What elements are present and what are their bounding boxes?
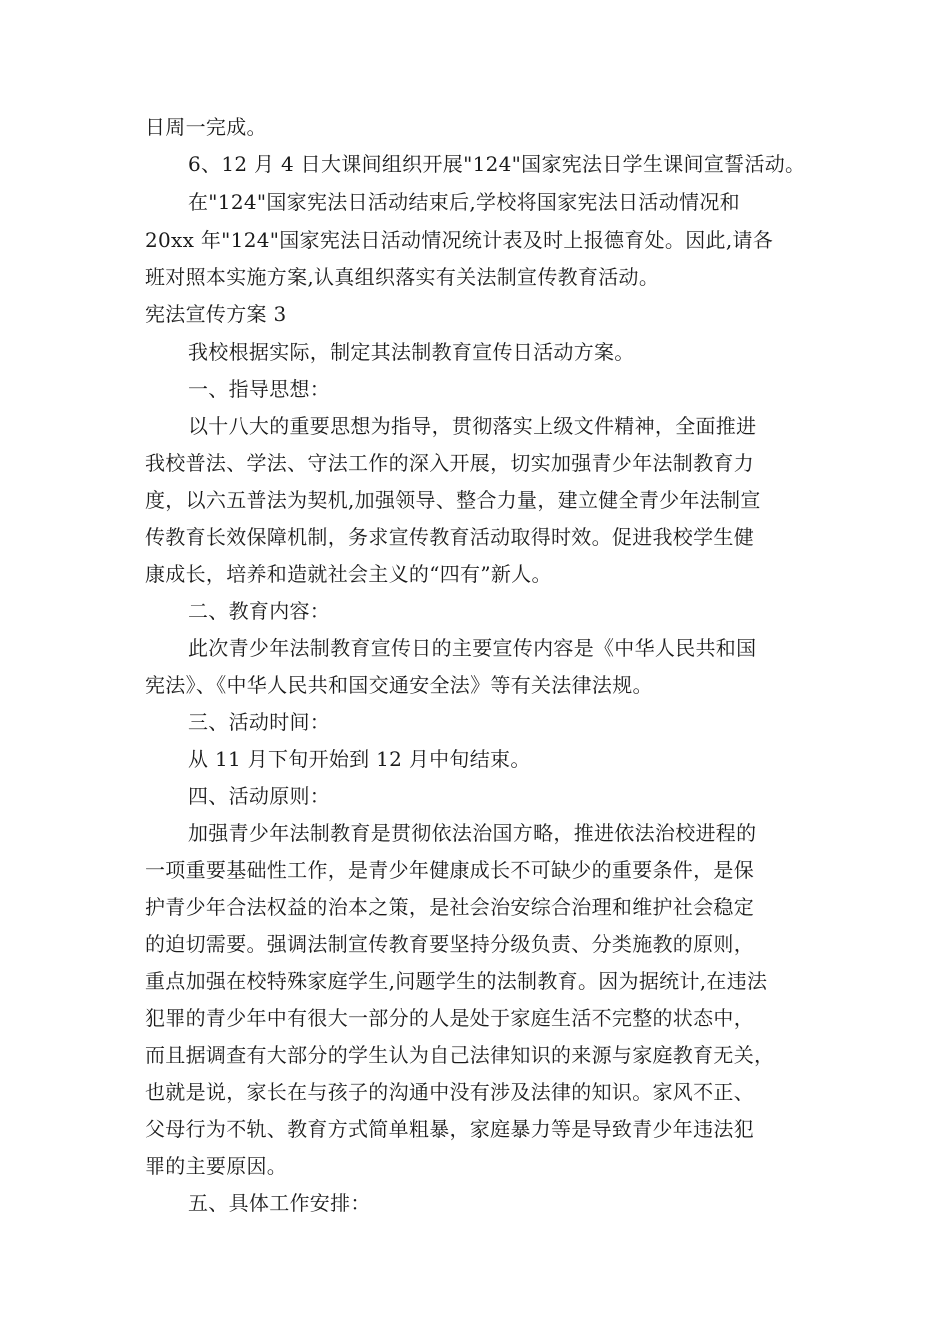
text-line: 6、12 月 4 日大课间组织开展"124"国家宪法日学生课间宣誓活动。	[188, 152, 806, 176]
section-heading: 三、活动时间：	[188, 710, 331, 734]
text-line: 犯罪的青少年中有很大一部分的人是处于家庭生活不完整的状态中，	[145, 1006, 754, 1030]
text-line: 罪的主要原因。	[145, 1154, 288, 1178]
text-line: 我校普法、学法、守法工作的深入开展，切实加强青少年法制教育力	[145, 451, 754, 475]
text-line: 此次青少年法制教育宣传日的主要宣传内容是《中华人民共和国	[188, 636, 757, 660]
text-line: 护青少年合法权益的治本之策，是社会治安综合治理和维护社会稳定	[145, 895, 754, 919]
text-line: 也就是说，家长在与孩子的沟通中没有涉及法律的知识。家风不正、	[145, 1080, 754, 1104]
text-line: 康成长，培养和造就社会主义的“四有”新人。	[145, 562, 552, 586]
text-line: 加强青少年法制教育是贯彻依法治国方略，推进依法治校进程的	[188, 821, 757, 845]
text-line: 重点加强在校特殊家庭学生,问题学生的法制教育。因为据统计,在违法	[145, 969, 768, 993]
text-line: 班对照本实施方案,认真组织落实有关法制宣传教育活动。	[145, 265, 660, 289]
text-line: 度，以六五普法为契机,加强领导、整合力量，建立健全青少年法制宣	[145, 488, 761, 512]
text-line: 我校根据实际，制定其法制教育宣传日活动方案。	[188, 340, 635, 364]
text-line: 传教育长效保障机制，务求宣传教育活动取得时效。促进我校学生健	[145, 525, 754, 549]
text-line: 20xx 年"124"国家宪法日活动情况统计表及时上报德育处。因此,请各	[145, 228, 774, 252]
section-title: 宪法宣传方案 3	[145, 302, 287, 326]
text-line: 一项重要基础性工作，是青少年健康成长不可缺少的重要条件，是保	[145, 858, 754, 882]
text-line: 日周一完成。	[145, 115, 267, 139]
text-line: 从 11 月下旬开始到 12 月中旬结束。	[188, 747, 531, 771]
text-line: 宪法》、《中华人民共和国交通安全法》等有关法律法规。	[145, 673, 653, 697]
text-line: 而且据调查有大部分的学生认为自己法律知识的来源与家庭教育无关，	[145, 1043, 775, 1067]
section-heading: 五、具体工作安排：	[188, 1191, 371, 1215]
text-line: 的迫切需要。强调法制宣传教育要坚持分级负责、分类施教的原则，	[145, 932, 754, 956]
text-line: 以十八大的重要思想为指导，贯彻落实上级文件精神，全面推进	[188, 414, 757, 438]
text-line: 父母行为不轨、教育方式简单粗暴，家庭暴力等是导致青少年违法犯	[145, 1117, 754, 1141]
section-heading: 二、教育内容：	[188, 599, 331, 623]
section-heading: 一、指导思想：	[188, 377, 331, 401]
section-heading: 四、活动原则：	[188, 784, 331, 808]
text-line: 在"124"国家宪法日活动结束后,学校将国家宪法日活动情况和	[188, 190, 740, 214]
